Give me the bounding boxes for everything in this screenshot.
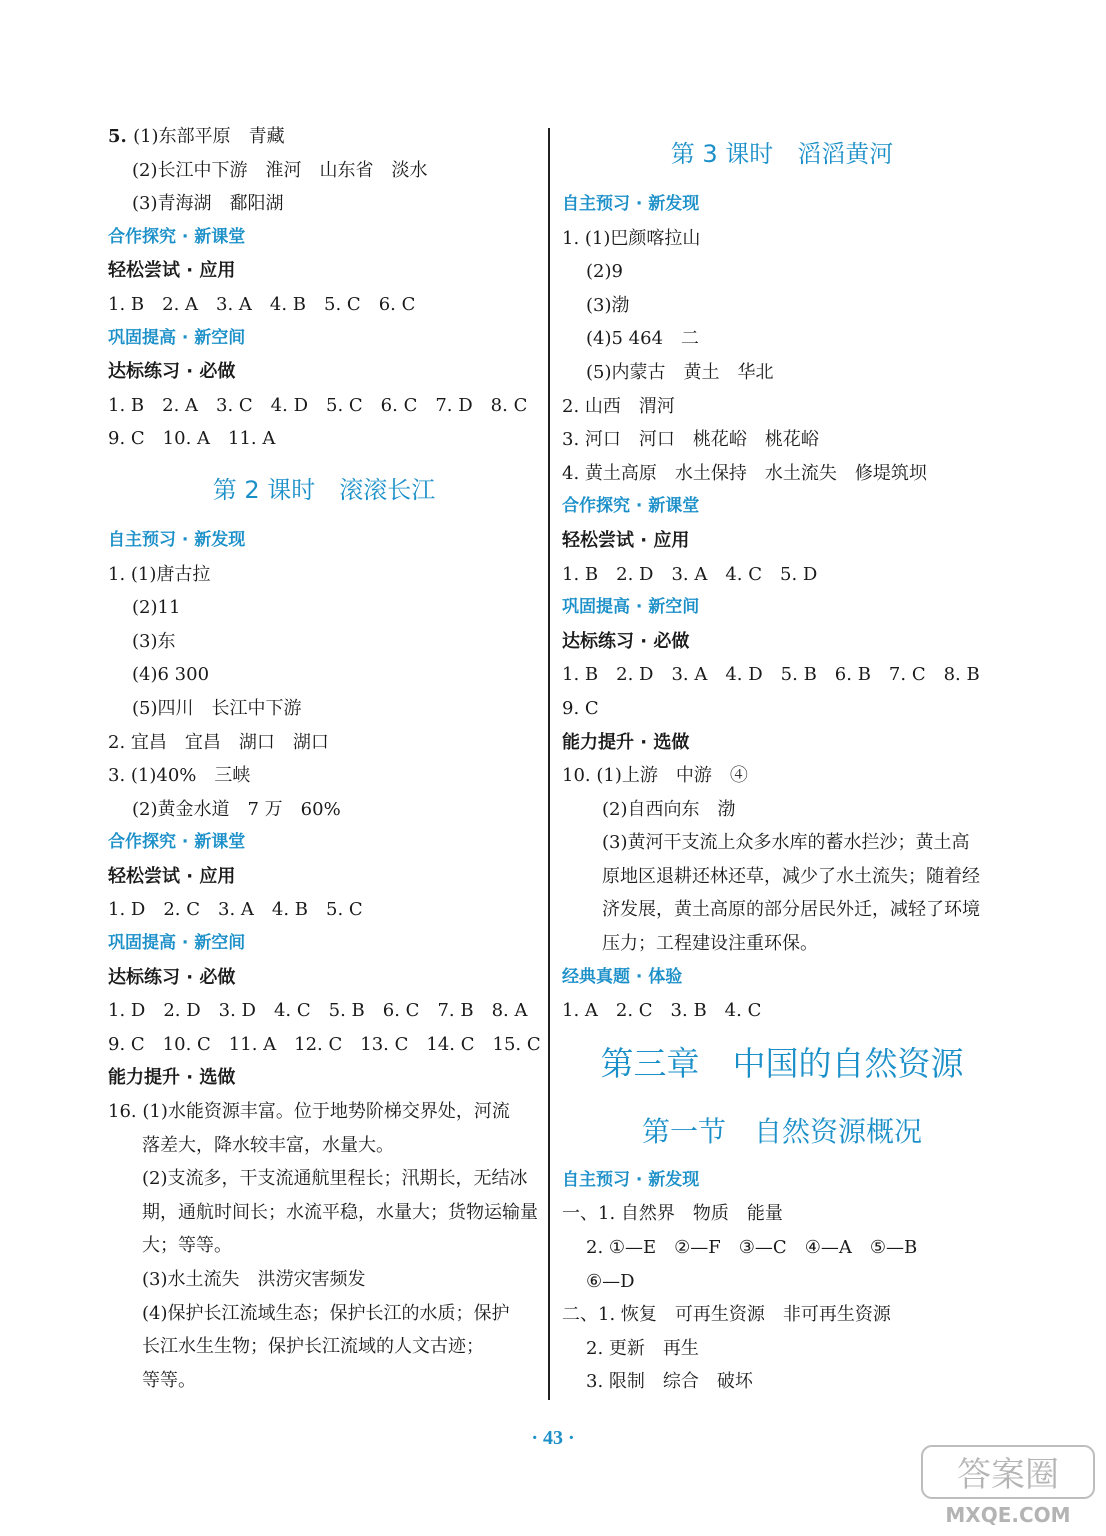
left-column xyxy=(108,120,540,1397)
subsection-label-advance: 能力提升 · 选做 xyxy=(108,1067,236,1089)
watermark-bottom-text: MXQE.COM xyxy=(945,1503,1071,1527)
q5-line-3: (3)青海湖 鄱阳湖 xyxy=(132,193,284,215)
answer-line: (2)11 xyxy=(132,597,181,619)
answer-line: (3)水土流失 洪涝灾害频发 xyxy=(142,1269,366,1290)
answers-line: 9. C 10. A 11. A xyxy=(108,428,276,450)
section-label-consolidate: 巩固提高 · 新空间 xyxy=(108,327,246,348)
answer-line: 长江水生生物；保护长江流域的人文古迹； xyxy=(142,1336,484,1358)
section-label-preview: 自主预习 · 新发现 xyxy=(562,194,700,214)
lesson-heading-2: 第 2 课时 滚滚长江 xyxy=(212,475,436,504)
answer-line: 大；等等。 xyxy=(142,1235,232,1257)
answer-line: (5)内蒙古 黄土 华北 xyxy=(586,361,774,383)
answer-line: 10. (1)上游 中游 ④ xyxy=(562,765,748,787)
section-label-cooperate: 合作探究 · 新课堂 xyxy=(108,832,246,853)
q5-line-1: 5. (1)东部平原 青藏 xyxy=(108,126,285,147)
section-label-preview: 自主预习 · 新发现 xyxy=(562,1169,700,1190)
answer-line: 二、1. 恢复 可再生资源 非可再生资源 xyxy=(562,1304,891,1326)
q5-line-2: (2)长江中下游 淮河 山东省 淡水 xyxy=(132,159,428,181)
answers-line: 1. D 2. D 3. D 4. C 5. B 6. C 7. B 8. A xyxy=(108,1000,528,1022)
watermark-icon xyxy=(918,1442,1098,1530)
section-label-cooperate: 合作探究 · 新课堂 xyxy=(108,226,246,247)
answer-line: 1. (1)唐古拉 xyxy=(108,563,211,585)
answer-line: (5)四川 长江中下游 xyxy=(132,697,302,719)
answer-line: (2)9 xyxy=(586,261,623,283)
answer-line: 4. 黄土高原 水土保持 水土流失 修堤筑坝 xyxy=(562,462,927,484)
answer-line: ⑥—D xyxy=(586,1270,635,1292)
section-label-classic: 经典真题 · 体验 xyxy=(562,966,683,987)
subsection-label-try: 轻松尝试 · 应用 xyxy=(562,529,690,551)
answer-line: (2)自西向东 渤 xyxy=(602,798,736,820)
answer-line: (3)渤 xyxy=(586,294,630,316)
watermark-top-text: 答案圈 xyxy=(957,1455,1059,1495)
answer-line: 3. 限制 综合 破坏 xyxy=(586,1371,753,1393)
answer-line: (2)黄金水道 7 万 60% xyxy=(132,798,341,820)
lesson-heading-3: 第 3 课时 滔滔黄河 xyxy=(670,140,894,168)
answers-line: 1. B 2. A 3. A 4. B 5. C 6. C xyxy=(108,293,416,315)
subsection-label-practice: 达标练习 · 必做 xyxy=(562,630,690,652)
right-column xyxy=(562,120,1002,1399)
answer-line: 期，通航时间长；水流平稳，水量大；货物运输量 xyxy=(142,1201,538,1223)
answer-line: 2. 更新 再生 xyxy=(586,1337,699,1359)
page-number: · 43 · xyxy=(531,1427,575,1449)
section-label-consolidate: 巩固提高 · 新空间 xyxy=(108,933,246,954)
answer-line: 2. ①—E ②—F ③—C ④—A ⑤—B xyxy=(586,1237,918,1259)
answer-line: 3. (1)40% 三峡 xyxy=(108,765,251,787)
answers-line: 1. B 2. A 3. C 4. D 5. C 6. C 7. D 8. C xyxy=(108,394,528,416)
answer-line: (3)东 xyxy=(132,630,176,652)
answers-line: 9. C xyxy=(562,697,599,719)
answer-line: 济发展，黄土高原的部分居民外迁，减轻了环境 xyxy=(602,899,980,921)
answer-line: 16. (1)水能资源丰富。位于地势阶梯交界处，河流 xyxy=(108,1101,510,1123)
subsection-label-practice: 达标练习 · 必做 xyxy=(108,361,236,383)
answer-line: 1. (1)巴颜喀拉山 xyxy=(562,227,701,249)
answer-line: (3)黄河干支流上众多水库的蓄水拦沙；黄土高 xyxy=(602,832,970,854)
answer-line: (4)5 464 二 xyxy=(586,328,700,350)
answers-line: 1. B 2. D 3. A 4. D 5. B 6. B 7. C 8. B xyxy=(562,664,980,686)
chapter-heading: 第三章 中国的自然资源 xyxy=(600,1043,964,1083)
answer-line: 压力；工程建设注重环保。 xyxy=(602,933,818,955)
subsection-label-try: 轻松尝试 · 应用 xyxy=(108,865,236,887)
answer-line: (2)支流多，干支流通航里程长；汛期长，无结冰 xyxy=(142,1168,528,1190)
section-heading: 第一节 自然资源概况 xyxy=(641,1114,922,1148)
subsection-label-practice: 达标练习 · 必做 xyxy=(108,966,236,988)
answers-line: 1. B 2. D 3. A 4. C 5. D xyxy=(562,563,818,585)
section-label-preview: 自主预习 · 新发现 xyxy=(108,529,246,550)
answer-line: 2. 宜昌 宜昌 湖口 湖口 xyxy=(108,731,329,753)
answer-line: (4)6 300 xyxy=(132,664,210,686)
watermark-logo xyxy=(918,1442,1098,1530)
answer-line: 等等。 xyxy=(142,1369,196,1391)
column-divider xyxy=(548,128,550,1400)
answers-line: 1. A 2. C 3. B 4. C xyxy=(562,1000,762,1022)
answers-line: 9. C 10. C 11. A 12. C 13. C 14. C 15. C xyxy=(108,1033,541,1055)
answer-line: 一、1. 自然界 物质 能量 xyxy=(562,1203,783,1225)
answer-line: 原地区退耕还林还草，减少了水土流失；随着经 xyxy=(602,865,980,887)
subsection-label-advance: 能力提升 · 选做 xyxy=(562,731,690,753)
answer-line: 2. 山西 渭河 xyxy=(562,395,675,417)
answers-line: 1. D 2. C 3. A 4. B 5. C xyxy=(108,899,363,921)
answer-line: (4)保护长江流域生态；保护长江的水质；保护 xyxy=(142,1302,510,1324)
answer-line: 3. 河口 河口 桃花峪 桃花峪 xyxy=(562,429,819,451)
section-label-cooperate: 合作探究 · 新课堂 xyxy=(562,496,700,517)
subsection-label-try: 轻松尝试 · 应用 xyxy=(108,260,236,282)
answer-line: 落差大，降水较丰富，水量大。 xyxy=(142,1134,394,1156)
section-label-consolidate: 巩固提高 · 新空间 xyxy=(562,597,700,618)
